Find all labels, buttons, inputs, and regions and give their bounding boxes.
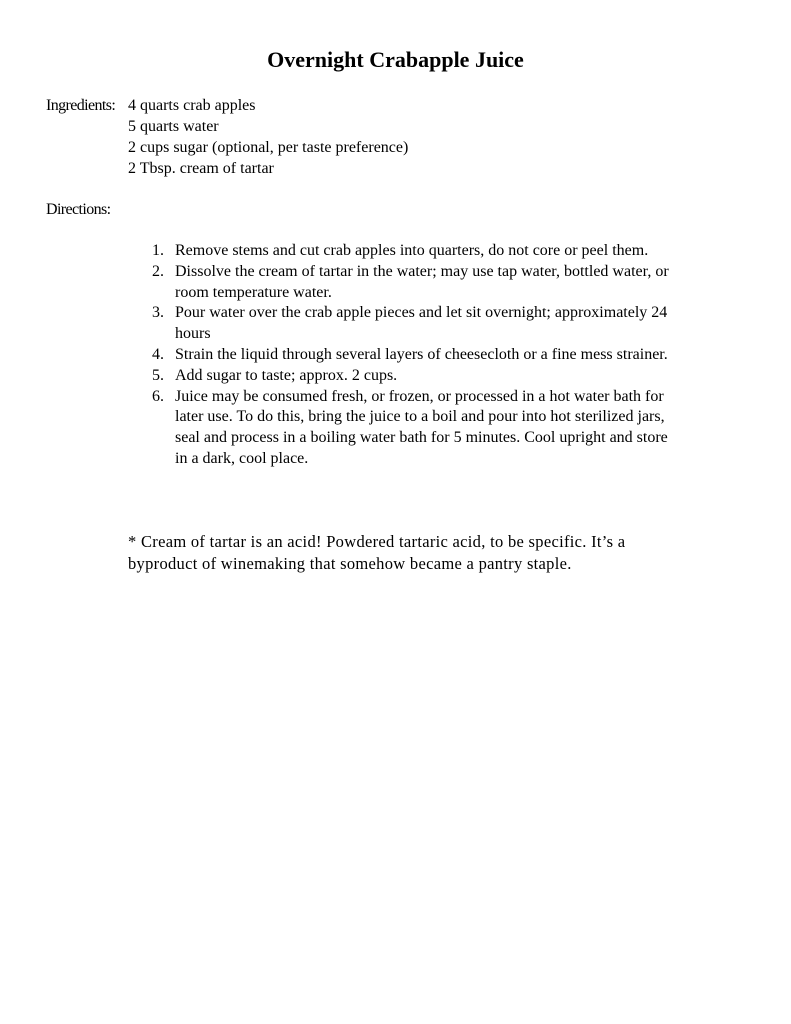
direction-step [146,345,676,366]
direction-step [146,262,676,304]
ingredient-item: 5 quarts water [128,118,219,135]
step-number: 4. [152,345,164,363]
direction-step [146,241,676,262]
step-text: Strain the liquid through several layers of cheesecloth or a fine mess strainer. [175,345,668,363]
step-text: Juice may be consumed fresh, or frozen, or processed in a hot water bath for later use. To do this, bring the juice to a boil and pour into hot sterilized jars, seal and process in a boiling water bath for 5 minutes. Cool upright and store in a dark, cool place. [175,387,668,467]
direction-step [146,366,676,387]
directions-list [146,241,676,470]
ingredients-label: Ingredients: [46,97,116,114]
step-number: 6. [152,387,164,405]
step-number: 5. [152,366,164,384]
page-title: Overnight Crabapple Juice [267,47,524,72]
step-number: 1. [152,242,164,259]
step-text: Add sugar to taste; approx. 2 cups. [175,366,398,384]
direction-step [146,387,676,470]
directions-label: Directions: [46,201,111,218]
direction-step [146,303,676,345]
footnote: * Cream of tartar is an acid! Powdered tartaric acid, to be specific. It’s a byproduct of winemaking that somehow became a pantry staple. [128,532,626,573]
step-text: Remove stems and cut crab apples into quarters, do not core or peel them. [175,242,649,259]
ingredient-item: 4 quarts crab apples [128,97,256,114]
step-text: Pour water over the crab apple pieces and let sit overnight; approximately 24 hours [175,304,668,343]
ingredients-list [128,95,408,179]
ingredient-item: 2 Tbsp. cream of tartar [128,160,274,177]
step-number: 2. [152,262,164,280]
step-text: Dissolve the cream of tartar in the water; may use tap water, bottled water, or room temperature water. [175,262,669,301]
step-number: 3. [152,304,164,322]
ingredient-item: 2 cups sugar (optional, per taste preference) [128,139,409,156]
